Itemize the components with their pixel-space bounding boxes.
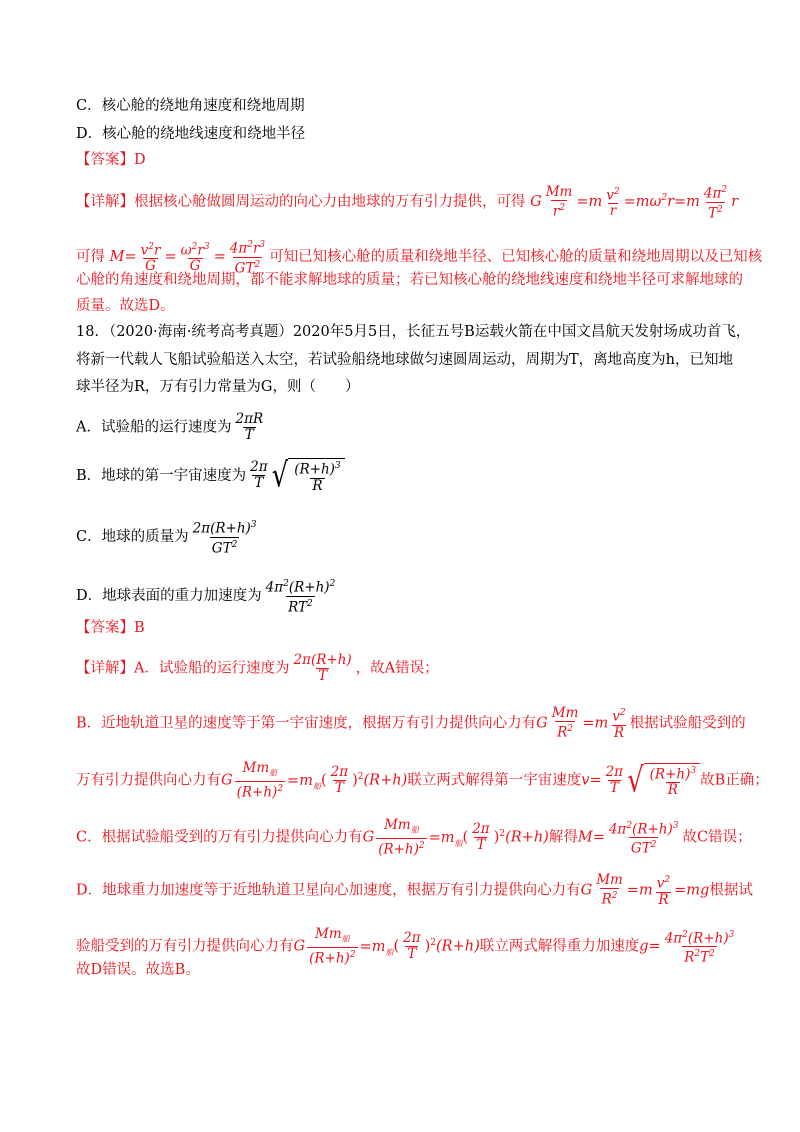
answer-prev: 【答案】D <box>76 152 146 168</box>
detail-prev-line1: 【详解】根据核心舱做圆周运动的向心力由地球的万有引力提供，可得 G $\frac{Mm}{r^2}$ =m $\frac{v^2}{r}$ $=m\omega^2r=m$ $\frac{4\pi^2}{T^2}$ r <box>76 183 739 221</box>
q18-option-a: A．试验船的运行速度为 $\frac{2\pi R}{T}$ <box>76 411 264 443</box>
detail-prev-line2: 可得 M= $\frac{v^2r}{G}$ = $\frac{\omega^2r^3}{G}$ = $\frac{4\pi^2r^3}{GT^2}$ 可知已知核心舱的质量和绕地半径、已知核心舱的质量和绕地周期以及已知核 <box>76 240 763 276</box>
q18-stem-line3: 球半径为R，万有引力常量为G，则（ ） <box>76 379 360 395</box>
q18-detail-d-line2: 验船受到的万有引力提供向心力有G $Mm_船$ $(R+h)^2$ $=m_船$( $\frac{2\pi}{T}$ )$^2$(R+h)联立两式解得重力加速度g= $\frac{4\pi^2(R+h)^3}{R^2T^2}$ <box>76 926 735 967</box>
q18-detail-a: 【详解】A．试验船的运行速度为 $\frac{2\pi(R+h)}{T}$ ，故A错误； <box>76 652 439 684</box>
q18-answer: 【答案】B <box>76 620 145 636</box>
q18-option-c: C．地球的质量为 $\frac{2\pi(R+h)^3}{GT^2}$ <box>76 520 257 556</box>
q18-option-d: D．地球表面的重力加速度为 $\frac{4\pi^2(R+h)^2}{RT^2}$ <box>76 579 336 615</box>
detail-prev-line3: 心舱的角速度和绕地周期，都不能求解地球的质量；若已知核心舱的绕地线速度和绕地半径可求解地球的 <box>76 272 743 288</box>
option-d-prev: D．核心舱的绕地线速度和绕地半径 <box>76 126 306 142</box>
q18-stem-line2: 将新一代载人飞船试验船送入太空，若试验船绕地球做匀速圆周运动，周期为T，离地高度为h，已知地 <box>76 352 734 368</box>
q18-detail-c: C．根据试验船受到的万有引力提供向心力有G $Mm_船$ $(R+h)^2$ $=m_船$( $\frac{2\pi}{T}$ )$^2$(R+h)解得M= $\frac{4\pi^2(R+h)^3}{GT^2}$ 故C错误； <box>76 817 752 858</box>
q18-option-b: B．地球的第一宇宙速度为 $\frac{2\pi}{T}$ √ $\frac{(R+h)^3}{R}$ <box>76 458 345 494</box>
detail-prev-line4: 质量。故选D。 <box>76 298 175 314</box>
q18-detail-d-line3: 故D错误。故选B。 <box>76 962 200 978</box>
q18-detail-b-line1: B．近地轨道卫星的速度等于第一宇宙速度，根据万有引力提供向心力有G $\frac{Mm}{R^2}$ =m $\frac{v^2}{R}$ 根据试验船受到的 <box>76 705 746 741</box>
q18-detail-d-line1: D．地球重力加速度等于近地轨道卫星向心加速度，根据万有引力提供向心力有G $\frac{Mm}{R^2}$ =m $\frac{v^2}{R}$ =mg根据试 <box>76 872 753 908</box>
option-c-prev: C．核心舱的绕地角速度和绕地周期 <box>76 98 305 114</box>
q18-stem-line1: 18．（2020·海南·统考高考真题）2020年5月5日，长征五号B运载火箭在中国文昌航天发射场成功首飞， <box>76 324 751 340</box>
q18-detail-b-line2: 万有引力提供向心力有G $Mm_船$ $(R+h)^2$ $=m_船$( $\frac{2\pi}{T}$ )$^2$(R+h)联立两式解得第一宇宙速度v= $\frac{2\pi}{T}$ √ $\frac{(R+h)^3}{R}$ 故B正确； <box>76 760 769 801</box>
